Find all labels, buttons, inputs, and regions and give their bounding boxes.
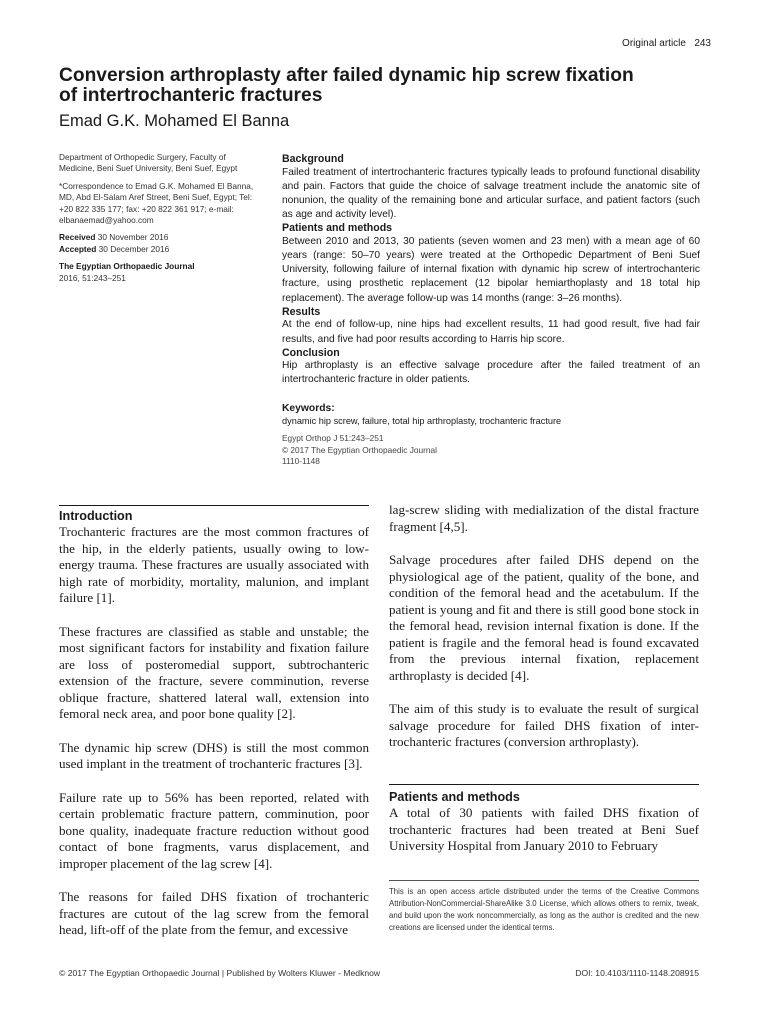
abstract-background-heading: Background <box>282 153 344 165</box>
keywords-text: dynamic hip screw, failure, total hip arthroplasty, trochanteric fracture <box>282 416 562 426</box>
author-name: Emad G.K. Mohamed El Banna <box>59 112 290 130</box>
correspondence-text: Correspondence to Emad G.K. Mohamed El Banna, MD, Abd El-Salam Aref Street, Beni Suef, Egypt; Tel: +20 822 335 177; fax: +20 822 361 917; e-mail: elbanaemad@yahoo.com <box>59 180 254 226</box>
footer-doi: DOI: 10.4103/1110-1148.208915 <box>575 968 699 978</box>
abstract-conclusion-heading: Conclusion <box>282 346 340 359</box>
right-column <box>389 502 699 771</box>
introduction-heading: Introduction <box>59 509 133 523</box>
received-date: 30 November 2016 <box>97 232 169 243</box>
body-paragraph: The aim of this study is to evaluate the result of surgical salvage procedure for failed DHS fixation of inter-trochanteric fractures (conversion arthroplasty). <box>389 701 699 749</box>
article-metadata <box>59 152 259 290</box>
methods-rule <box>389 784 699 785</box>
running-head <box>622 38 711 49</box>
received-label: Received <box>59 232 96 243</box>
citation-line-1: Egypt Orthop J 51:243–251 <box>282 433 384 443</box>
abstract-methods-heading: Patients and methods <box>282 222 393 235</box>
abstract-conclusion-text: Hip arthroplasty is an effective salvage procedure after the failed treatment of an intertrochanteric fracture in older patients. <box>282 360 700 386</box>
left-column <box>59 509 369 956</box>
abstract-results-text: At the end of follow-up, nine hips had excellent results, 11 had good result, five had fair results, and five had poor results according to Harris hip score. <box>282 319 700 345</box>
title-line-2: of intertrochanteric fractures <box>59 85 323 106</box>
accepted-date: 30 December 2016 <box>98 243 170 254</box>
abstract-results-heading: Results <box>282 305 321 318</box>
correspondence: *Correspondence to Emad G.K. Mohamed El Banna, MD, Abd El-Salam Aref Street, Beni Suef, Egypt; Tel: +20 822 335 177; fax: +20 822 361 917; e-mail: elbanaemad@yahoo.com <box>59 180 254 226</box>
body-paragraph: The reasons for failed DHS fixation of trochanteric fractures are cutout of the lag screw from the femoral head, lift-off of the plate from the femur, and excessive <box>59 889 369 937</box>
dates <box>59 232 259 255</box>
citation-line-3: 1110-1148 <box>282 456 320 466</box>
body-paragraph: Salvage procedures after failed DHS depend on the physiological age of the patient, quality of the bone, and condition of the femoral head and the acetabulum. If the patient is young and fit and there is still good bone stock in the femoral head, revision internal fixation is done. If the patient is fragile and the femoral head is found excavated from the previous internal fixation, replacement arthroplasty is decided [4]. <box>389 552 699 683</box>
footer-copyright: © 2017 The Egyptian Orthopaedic Journal | Published by Wolters Kluwer - Medknow <box>59 968 381 978</box>
left-column-rule <box>59 505 369 506</box>
article-title <box>59 66 719 106</box>
abstract-background-text: Failed treatment of intertrochanteric fractures typically leads to profound functional disability and pain. Factors that guide the choice of salvage treatment include the anatomic site of nonunion, the quality of the remaining bone and articular surface, and patient factors (such as age and activity level). <box>282 166 700 221</box>
body-paragraph: These fractures are classified as stable and unstable; the most significant factors for instability and fixation failure are loss of posteromedial support, subtrochanteric extension of the fracture, severe comminution, reverse oblique fracture, shattered lateral wall, extension into femoral neck area, and poor bone quality [2]. <box>59 623 369 721</box>
title-line-1: Conversion arthroplasty after failed dynamic hip screw fixation <box>59 65 634 86</box>
license-notice: This is an open access article distributed under the terms of the Creative Commons Attribution-NonCommercial-ShareAlike 3.0 License, which allows others to remix, tweak, and build upon the work noncommercially, as long as the author is credited and the new creations are licensed under the identical terms. <box>389 887 699 932</box>
license-rule <box>389 880 699 881</box>
body-paragraph: Trochanteric fractures are the most common fractures of the hip, in the elderly patients, usually owing to low-energy trauma. These fractures are usually associated with high rate of morbidity, mortality, malunion, and implant failure [1]. <box>59 524 369 605</box>
journal-name: The Egyptian Orthopaedic Journal <box>59 261 195 272</box>
abstract <box>282 153 700 388</box>
journal-ref: 2016, 51:243–251 <box>59 272 126 283</box>
abstract-methods-text: Between 2010 and 2013, 30 patients (seven women and 23 men) with a mean age of 60 years (range: 50–70 years) were treated at the Orthopedic Department of Beni Suef University, following failure of internal fixation with dynamic hip screw of intertrochanteric fracture, using prosthetic replacement (12 bipolar hemiarthoplasty and 18 total hip replacement). The average follow-up was 14 months (range: 3–26 months). <box>282 235 700 304</box>
methods-paragraph: A total of 30 patients with failed DHS fixation of trochanteric fractures had been treated at Beni Suef University Hospital from January 2010 to February <box>389 805 699 853</box>
journal-info <box>59 261 259 284</box>
body-paragraph: Failure rate up to 56% has been reported, related with certain problematic fracture pattern, comminution, poor bone quality, inadequate fracture reduction without good contact of bone fragments, varus displacement, and improper placement of the lag screw [4]. <box>59 789 369 871</box>
citation-block <box>282 433 437 468</box>
keywords-heading: Keywords: <box>282 403 335 414</box>
body-paragraph: lag-screw sliding with medialization of the distal fracture fragment [4,5]. <box>389 502 699 534</box>
running-head-section: Original article <box>622 38 686 49</box>
body-paragraph: The dynamic hip screw (DHS) is still the most common used implant in the treatment of trochanteric fractures [3]. <box>59 739 369 771</box>
page-number: 243 <box>694 38 711 49</box>
methods-section <box>389 790 699 855</box>
affiliation: Department of Orthopedic Surgery, Faculty of Medicine, Beni Suef University, Beni Suef, Egypt <box>59 152 238 174</box>
accepted-label: Accepted <box>59 243 97 254</box>
citation-line-2: © 2017 The Egyptian Orthopaedic Journal <box>282 444 437 455</box>
methods-heading: Patients and methods <box>389 790 520 804</box>
